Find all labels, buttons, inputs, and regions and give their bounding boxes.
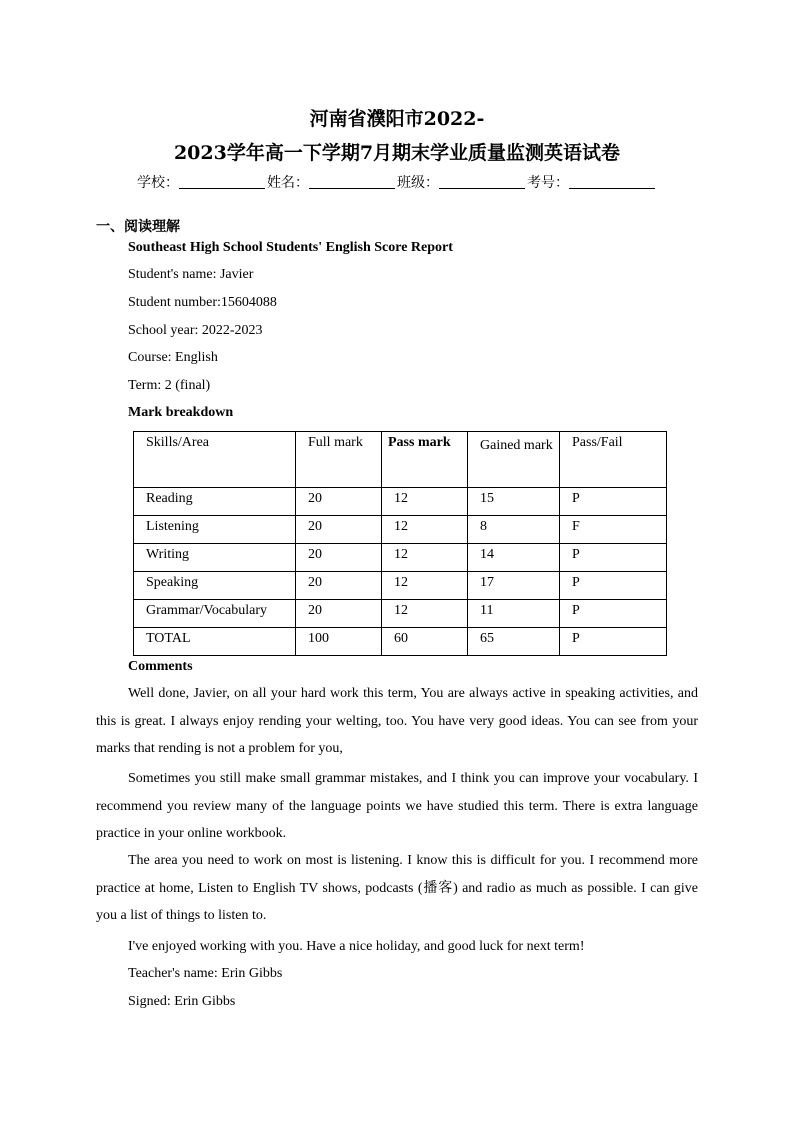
table-header-row <box>134 432 667 488</box>
header-skills: Skills/Area <box>146 435 209 450</box>
cell-pass-fail: P <box>572 631 580 646</box>
cell-pass-mark: 12 <box>394 603 408 618</box>
section-heading: 一、阅读理解 <box>96 219 180 235</box>
cell-full-mark: 20 <box>308 547 322 562</box>
mark-breakdown-heading: Mark breakdown <box>128 405 234 420</box>
cell-pass-mark: 12 <box>394 519 408 534</box>
school-blank <box>179 174 265 189</box>
course: Course: English <box>128 350 218 365</box>
cell-gained-mark: 65 <box>480 631 494 646</box>
cell-pass-fail: P <box>572 547 580 562</box>
cell-skill: Grammar/Vocabulary <box>146 603 268 618</box>
cell-skill: TOTAL <box>146 631 191 646</box>
cell-pass-fail: F <box>572 519 580 534</box>
cell-gained-mark: 11 <box>480 603 494 618</box>
table-row <box>134 488 667 516</box>
term: Term: 2 (final) <box>128 378 211 393</box>
cell-full-mark: 20 <box>308 519 322 534</box>
school-label: 学校： <box>137 175 179 191</box>
header-gained-mark: Gained mark <box>480 438 553 453</box>
table-row <box>134 572 667 600</box>
student-number: Student number:15604088 <box>128 295 277 310</box>
closing-remark: I've enjoyed working with you. Have a nice holiday, and good luck for next term! <box>128 939 585 954</box>
cell-full-mark: 20 <box>308 491 322 506</box>
cell-skill: Speaking <box>146 575 199 590</box>
signature: Signed: Erin Gibbs <box>128 994 236 1009</box>
exam-number-label: 考号： <box>527 175 569 191</box>
cell-pass-fail: P <box>572 575 580 590</box>
table-row <box>134 600 667 628</box>
student-name: Student's name: Javier <box>128 267 254 282</box>
header-full-mark: Full mark <box>308 435 363 450</box>
cell-full-mark: 100 <box>308 631 329 646</box>
mark-breakdown-table <box>133 431 667 656</box>
comment-paragraph-3: The area you need to work on most is listening. I know this is difficult for you. I recommend more practice at home, Listen to English TV shows, podcasts (播客) and radio as much as possible. I can give you a list of things to listen to. <box>96 853 698 923</box>
comments-heading: Comments <box>128 659 193 674</box>
header-pass-mark: Pass mark <box>388 435 451 450</box>
cell-pass-mark: 12 <box>394 547 408 562</box>
cell-pass-fail: P <box>572 491 580 506</box>
cell-pass-mark: 60 <box>394 631 408 646</box>
exam-title-line-1: 河南省濮阳市2022- <box>309 108 485 130</box>
cell-gained-mark: 14 <box>480 547 494 562</box>
class-blank <box>439 174 525 189</box>
cell-skill: Reading <box>146 491 193 506</box>
cell-gained-mark: 17 <box>480 575 494 590</box>
table-row <box>134 516 667 544</box>
cell-full-mark: 20 <box>308 603 322 618</box>
report-title: Southeast High School Students' English Score Report <box>128 240 453 255</box>
comment-paragraph-1: Well done, Javier, on all your hard work this term, You are always active in speaking activities, and this is great. I always enjoy rending your welting, too. You have very good ideas. You can see from your marks that rending is not a problem for you, <box>96 686 698 756</box>
name-label: 姓名： <box>267 175 309 191</box>
table-row <box>134 628 667 656</box>
cell-gained-mark: 8 <box>480 519 487 534</box>
cell-skill: Writing <box>146 547 189 562</box>
table-row <box>134 544 667 572</box>
name-blank <box>309 174 395 189</box>
teacher-name: Teacher's name: Erin Gibbs <box>128 966 283 981</box>
cell-pass-fail: P <box>572 603 580 618</box>
class-label: 班级： <box>397 175 439 191</box>
student-info-fields <box>0 172 794 192</box>
school-year: School year: 2022-2023 <box>128 323 263 338</box>
cell-pass-mark: 12 <box>394 491 408 506</box>
cell-gained-mark: 15 <box>480 491 494 506</box>
cell-full-mark: 20 <box>308 575 322 590</box>
exam-number-blank <box>569 174 655 189</box>
exam-title-line-2: 2023学年高一下学期7月期末学业质量监测英语试卷 <box>173 142 621 164</box>
comment-paragraph-2: Sometimes you still make small grammar mistakes, and I think you can improve your vocabulary. I recommend you review many of the language points we have studied this term. There is extra language practice in your online workbook. <box>96 771 698 841</box>
header-pass-fail: Pass/Fail <box>572 435 623 450</box>
cell-pass-mark: 12 <box>394 575 408 590</box>
cell-skill: Listening <box>146 519 199 534</box>
